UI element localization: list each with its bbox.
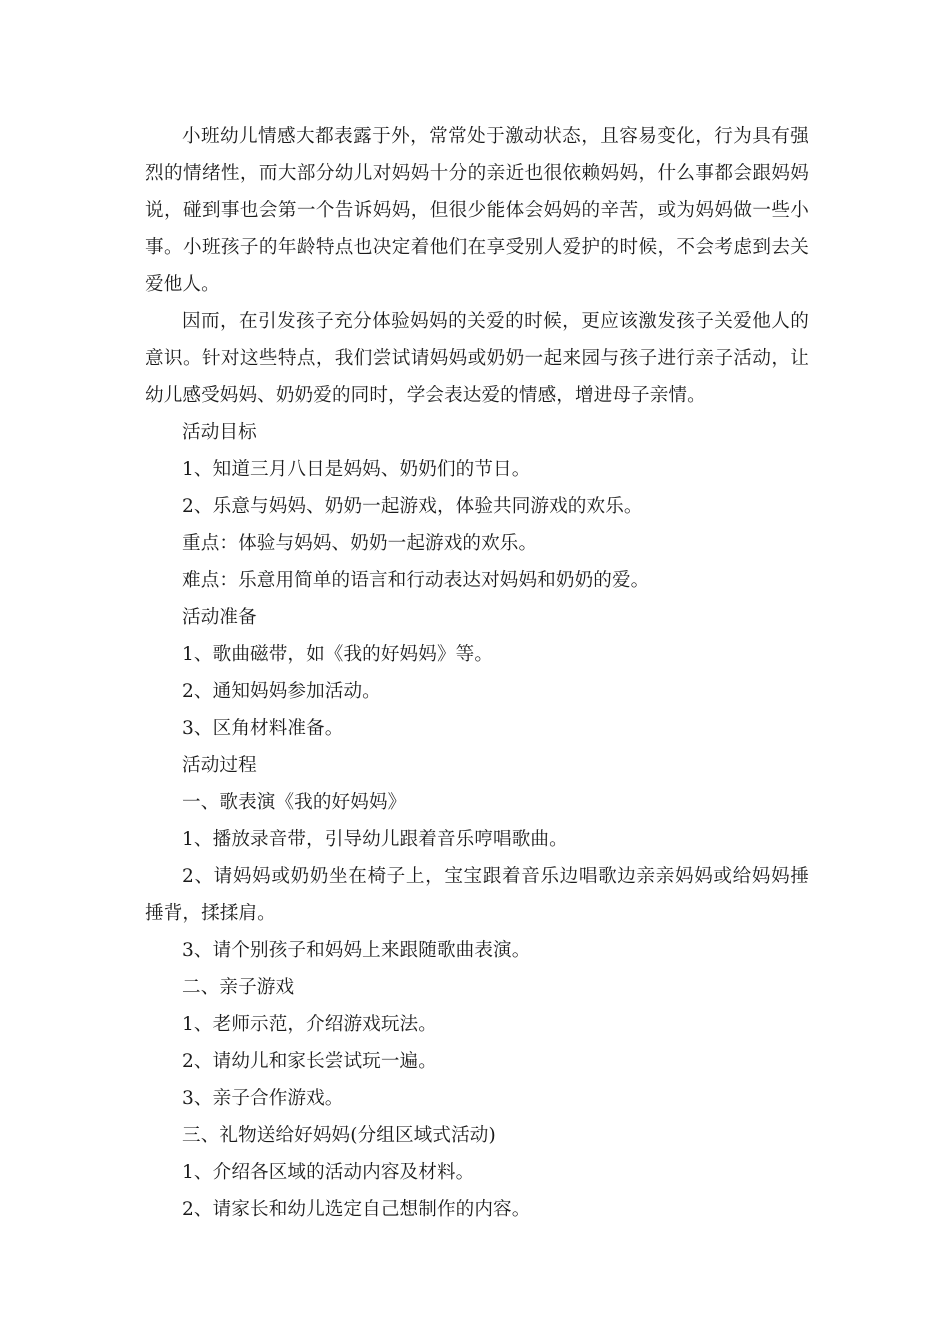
document-body [145, 118, 809, 1228]
section-heading-preparation: 活动准备 [182, 607, 257, 628]
goal-item: 1、知道三月八日是妈妈、奶奶们的节日。 [182, 459, 531, 480]
process-item: 1、播放录音带，引导幼儿跟着音乐哼唱歌曲。 [182, 829, 568, 850]
process-item: 2、请妈妈或奶奶坐在椅子上，宝宝跟着音乐边唱歌边亲亲妈妈或给妈妈捶捶背，揉揉肩。 [145, 866, 809, 924]
process-item: 1、老师示范，介绍游戏玩法。 [182, 1014, 437, 1035]
goal-item: 2、乐意与妈妈、奶奶一起游戏，体验共同游戏的欢乐。 [182, 496, 643, 517]
process-item: 2、请家长和幼儿选定自己想制作的内容。 [182, 1199, 531, 1220]
section-heading-process: 活动过程 [182, 755, 257, 776]
process-item: 2、请幼儿和家长尝试玩一遍。 [182, 1051, 437, 1072]
key-point: 重点：体验与妈妈、奶奶一起游戏的欢乐。 [182, 533, 538, 554]
process-item: 3、请个别孩子和妈妈上来跟随歌曲表演。 [182, 940, 531, 961]
preparation-item: 3、区角材料准备。 [182, 718, 344, 739]
preparation-item: 2、通知妈妈参加活动。 [182, 681, 381, 702]
process-step-heading: 一、歌表演《我的好妈妈》 [182, 792, 407, 813]
section-heading-goals: 活动目标 [182, 422, 257, 443]
preparation-item: 1、歌曲磁带，如《我的好妈妈》等。 [182, 644, 494, 665]
process-item: 1、介绍各区域的活动内容及材料。 [182, 1162, 475, 1183]
process-step-heading: 二、亲子游戏 [182, 977, 295, 998]
process-step-heading: 三、礼物送给好妈妈(分组区域式活动) [182, 1125, 496, 1146]
difficulty-point: 难点：乐意用简单的语言和行动表达对妈妈和奶奶的爱。 [182, 570, 650, 591]
intro-paragraph: 小班幼儿情感大都表露于外，常常处于激动状态，且容易变化，行为具有强烈的情绪性，而大部分幼儿对妈妈十分的亲近也很依赖妈妈，什么事都会跟妈妈说，碰到事也会第一个告诉妈妈，但很少能体会妈妈的辛苦，或为妈妈做一些小事。小班孩子的年龄特点也决定着他们在享受别人爱护的时候，不会考虑到去关爱他人。 [145, 126, 809, 295]
process-item: 3、亲子合作游戏。 [182, 1088, 344, 1109]
intent-paragraph: 因而，在引发孩子充分体验妈妈的关爱的时候，更应该激发孩子关爱他人的意识。针对这些特点，我们尝试请妈妈或奶奶一起来园与孩子进行亲子活动，让幼儿感受妈妈、奶奶爱的同时，学会表达爱的情感，增进母子亲情。 [145, 311, 809, 406]
